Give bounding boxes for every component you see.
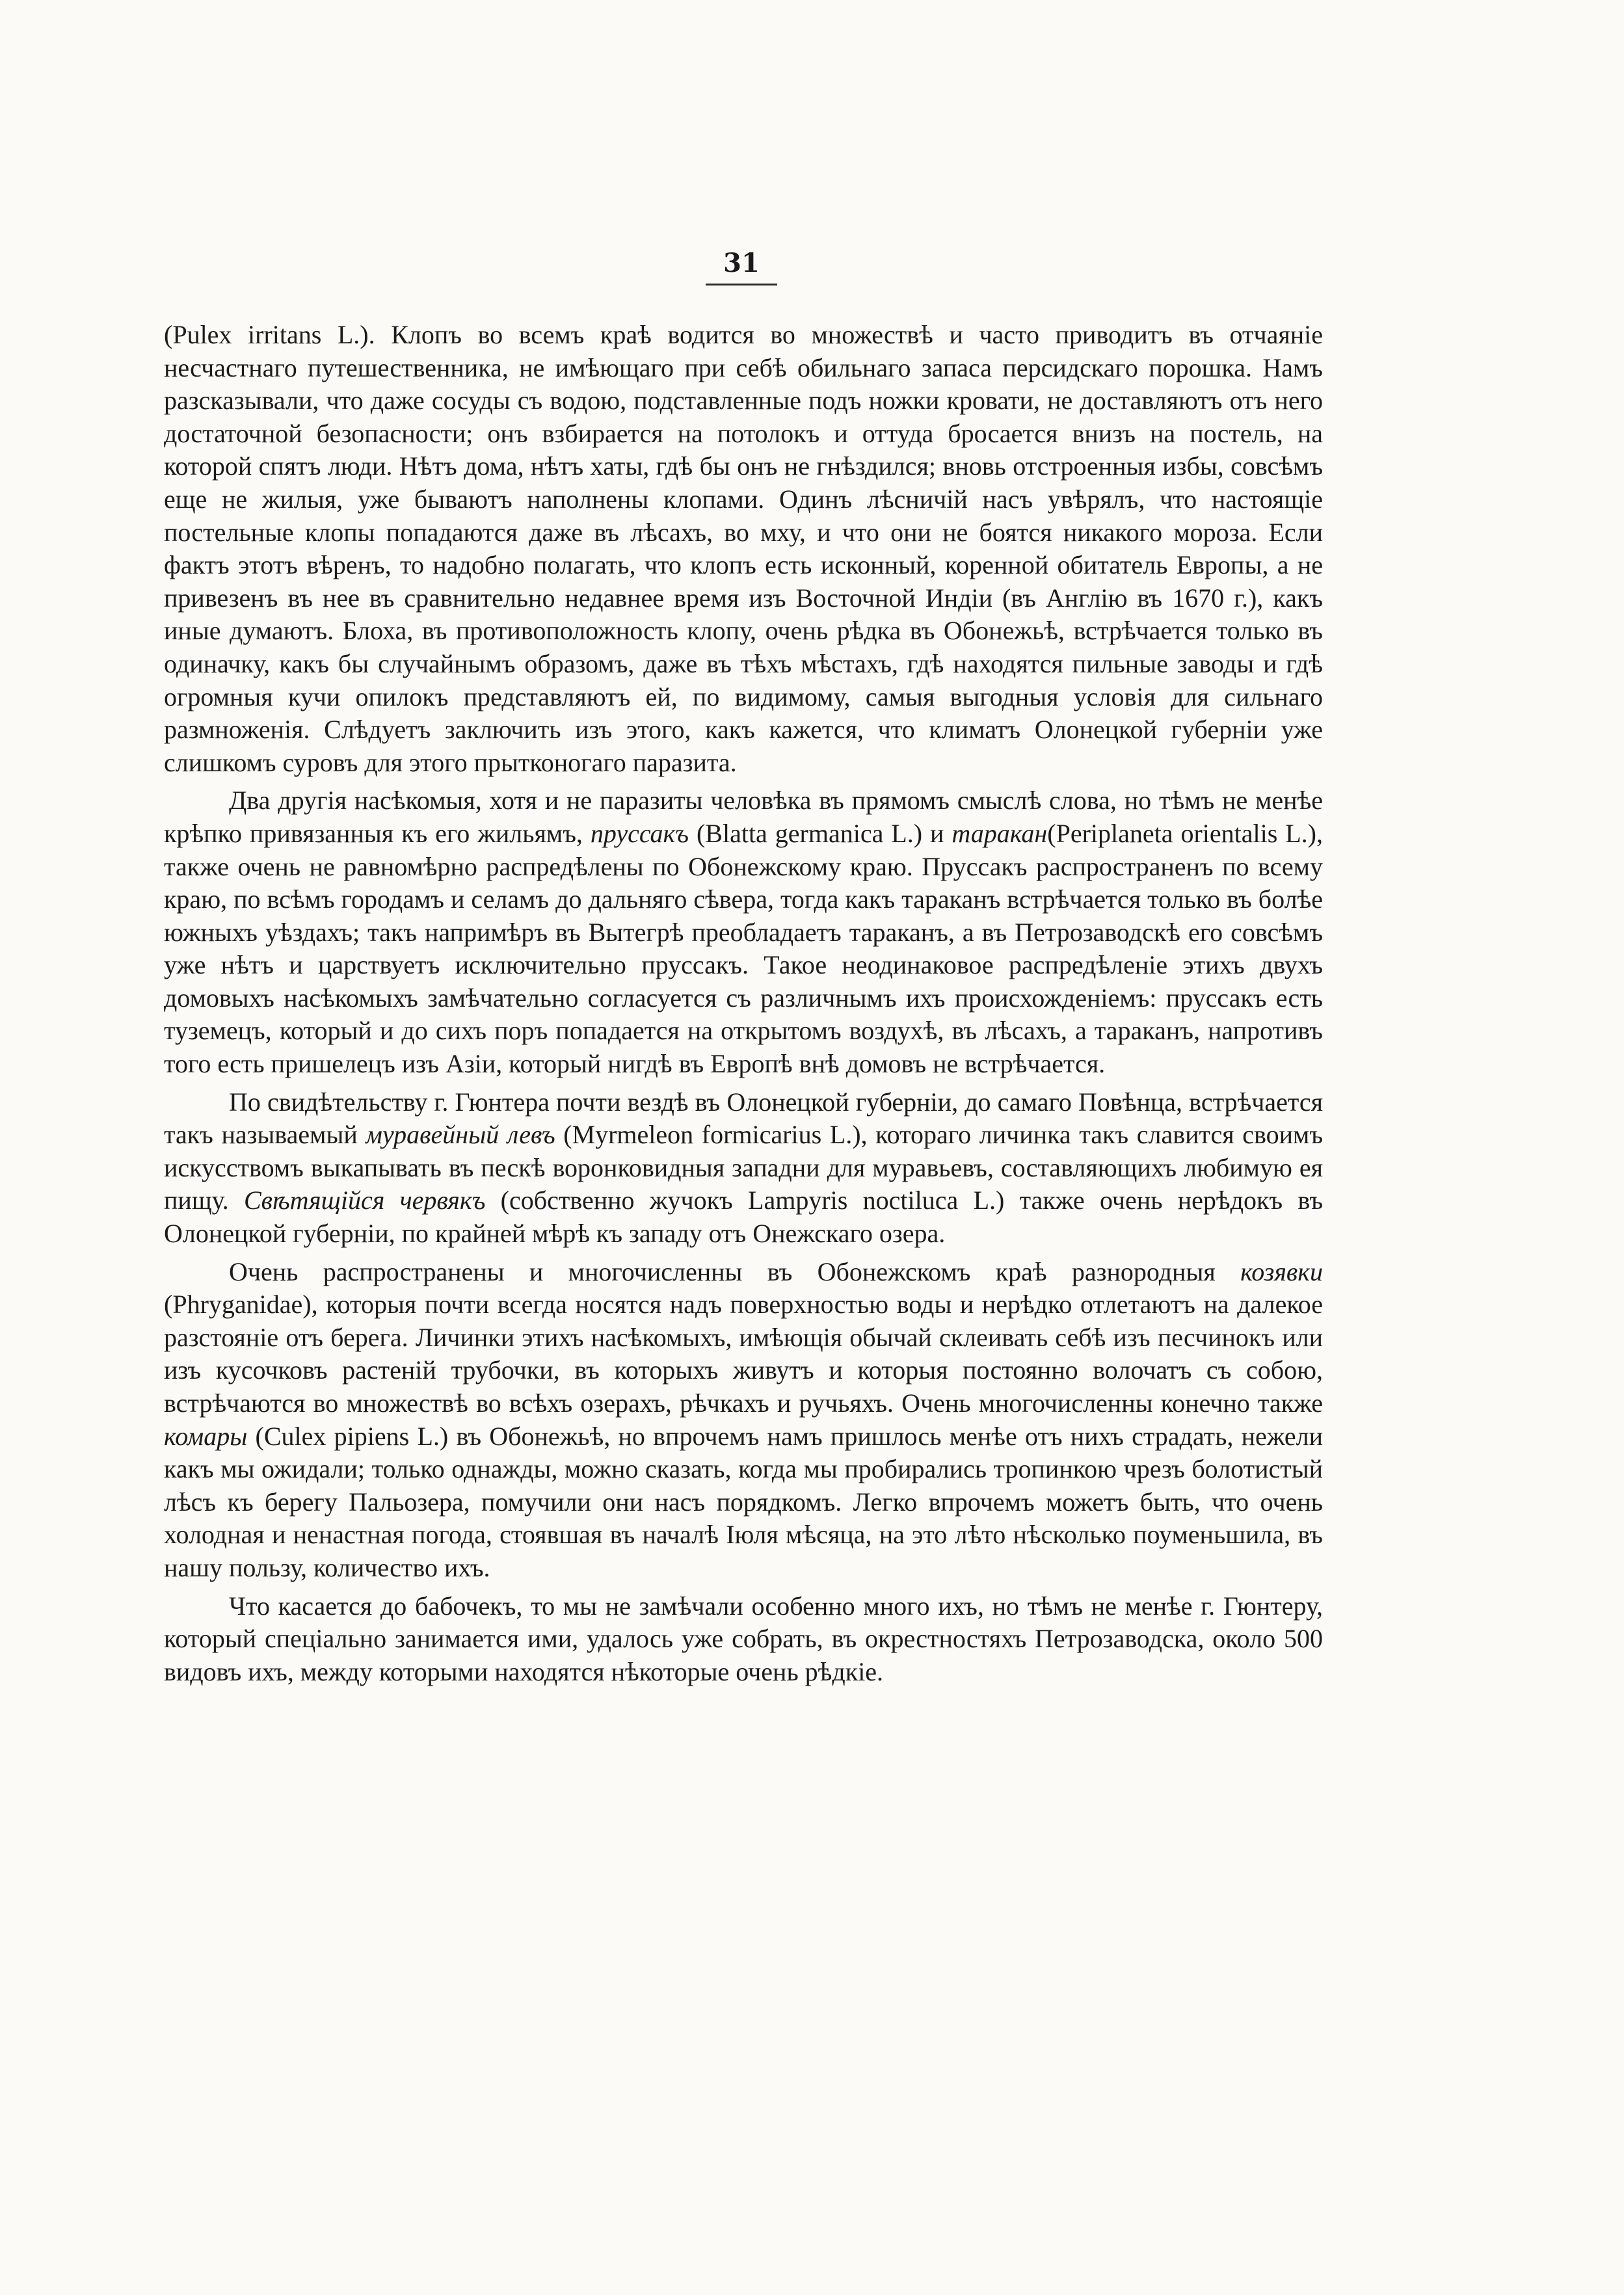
- text-segment: (Periplaneta orientalis L.), также очень не равномѣрно распредѣлены по Обонежскому краю. Пруссакъ распространенъ по всему краю, по всѣмъ городамъ и селамъ до дальняго сѣвера, тогда какъ тараканъ встрѣчается только въ болѣе южныхъ уѣздахъ; такъ напримѣръ въ Вытегрѣ преобладаетъ тараканъ, а въ Петрозаводскѣ его совсѣмъ уже нѣтъ и царствуетъ исключительно пруссакъ. Такое неодинаковое распредѣленіе этихъ двухъ домовыхъ насѣкомыхъ замѣчательно согласуется съ различнымъ ихъ происхожденіемъ: пруссакъ есть туземецъ, который и до сихъ поръ попадается на открытомъ воздухѣ, въ лѣсахъ, а тараканъ, напротивъ того есть пришелецъ изъ Азіи, который нигдѣ въ Европѣ внѣ домовъ не встрѣчается.: [164, 818, 1324, 1079]
- paragraph-1: [164, 319, 1323, 779]
- paragraph-5: [164, 1590, 1323, 1689]
- text-segment: Что касается до бабочекъ, то мы не замѣчали особенно много ихъ, но тѣмъ не менѣе г. Гюнтеру, который спеціально занимается ими, удалось уже собрать, въ окрестностяхъ Петрозаводска, около 500 видовъ ихъ, между которыми находятся нѣкоторые очень рѣдкіе.: [164, 1591, 1323, 1686]
- text-segment: (Myrmeleon formicarius L.), котораго личинка такъ славится своимъ искусствомъ выкапывать въ пескѣ воронковидныя западни для муравьевъ, составляющихъ любимую ея пищу.: [164, 1120, 1324, 1215]
- paragraph-3: [164, 1086, 1323, 1251]
- paragraph-2: [164, 784, 1323, 1080]
- italic-term-kozyavki: козявки: [1240, 1256, 1323, 1286]
- text-segment: Два другія насѣкомыя, хотя и не паразиты человѣка въ прямомъ смыслѣ слова, но тѣмъ не менѣе крѣпко привязанныя къ его жильямъ,: [164, 786, 1323, 848]
- italic-term-prussak: пруссакъ: [590, 818, 689, 848]
- text-segment: (Blatta germanica L.) и: [689, 818, 952, 848]
- body-text: [164, 319, 1323, 1688]
- page-number: 31: [723, 248, 760, 278]
- paragraph-4: [164, 1256, 1323, 1585]
- italic-term-muraveiny-lev: муравейный левъ: [366, 1120, 555, 1150]
- italic-term-svetyashchiisya-chervyak: Свѣтящійся червякъ: [243, 1186, 486, 1215]
- text-segment: Очень распространены и многочисленны въ Обонежскомъ краѣ разнородныя: [229, 1256, 1241, 1286]
- text-segment: (Phryganidae), которыя почти всегда носятся надъ поверхностью воды и нерѣдко отлетаютъ на далекое разстояніе отъ берега. Личинки этихъ насѣкомыхъ, имѣющія обычай склеивать себѣ изъ песчинокъ или изъ кусочковъ растеній трубочки, въ которыхъ живутъ и которыя постоянно волочатъ съ собою, встрѣчаются во множествѣ во всѣхъ озерахъ, рѣчкахъ и ручьяхъ. Очень многочисленны конечно также: [164, 1290, 1323, 1418]
- italic-term-komary: комары: [164, 1421, 248, 1451]
- text-segment: (собственно жучокъ Lampyris noctiluca L.) также очень нерѣдокъ въ Олонецкой губерніи, по крайней мѣрѣ къ западу отъ Онежскаго озера.: [164, 1186, 1324, 1249]
- text-segment: (Pulex irritans L.). Клопъ во всемъ краѣ водится во множествѣ и часто приводитъ въ отчаяніе несчастнаго путешественника, не имѣющаго при себѣ обильнаго запаса персидскаго порошка. Намъ разсказывали, что даже сосуды съ водою, подставленные подъ ножки кровати, не доставляютъ отъ него достаточной безопасности; онъ взбирается на потолокъ и оттуда бросается внизъ на постель, на которой спятъ люди. Нѣтъ дома, нѣтъ хаты, гдѣ бы онъ не гнѣздился; вновь отстроенныя избы, совсѣмъ еще не жилыя, уже бываютъ наполнены клопами. Одинъ лѣсничій насъ увѣрялъ, что настоящіе постельные клопы попадаются даже въ лѣсахъ, во мху, и что они не боятся никакого мороза. Если фактъ этотъ вѣренъ, то надобно полагать, что клопъ есть исконный, коренной обитатель Европы, а не привезенъ въ нее въ сравнительно недавнее время изъ Восточной Индіи (въ Англію въ 1670 г.), какъ иные думаютъ. Блоха, въ противоположность клопу, очень рѣдка въ Обонежьѣ, встрѣчается только въ одиначку, какъ бы случайнымъ образомъ, даже въ тѣхъ мѣстахъ, гдѣ находятся пильные заводы и гдѣ огромныя кучи опилокъ представляютъ ей, по видимому, самыя выгодныя условія для сильнаго размноженія. Слѣдуетъ заключить изъ этого, какъ кажется, что климатъ Олонецкой губерніи уже слишкомъ суровъ для этого прытконогаго паразита.: [164, 320, 1323, 777]
- page-number-rule: [706, 284, 777, 285]
- text-segment: По свидѣтельству г. Гюнтера почти вездѣ въ Олонецкой губерніи, до самаго Повѣнца, встрѣчается такъ называемый: [164, 1087, 1323, 1150]
- text-segment: (Culex pipiens L.) въ Обонежьѣ, но впрочемъ намъ пришлось менѣе отъ нихъ страдать, нежели какъ мы ожидали; только однажды, можно сказать, когда мы пробирались тропинкою чрезъ болотистый лѣсъ къ берегу Пальозера, помучили они насъ порядкомъ. Легко впрочемъ можетъ быть, что очень холодная и ненастная погода, стоявшая въ началѣ Іюля мѣсяца, на это лѣто нѣсколько поуменьшила, въ нашу пользу, количество ихъ.: [164, 1421, 1323, 1582]
- italic-term-tarakan: таракан: [952, 818, 1048, 848]
